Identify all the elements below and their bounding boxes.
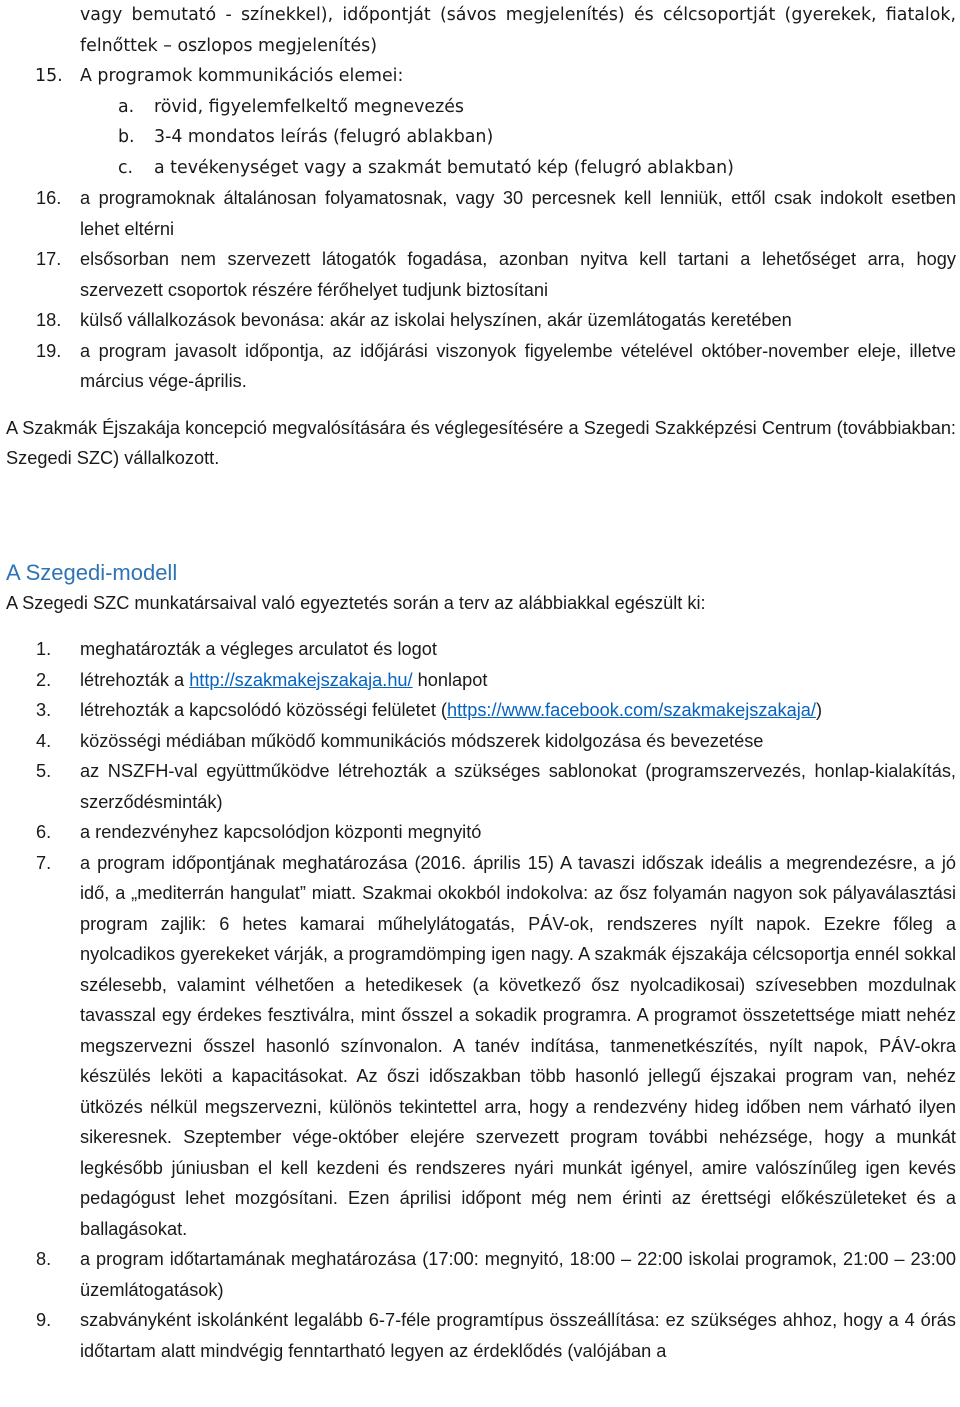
list-item-text-pre: létrehozták a kapcsolódó közösségi felületet (	[80, 700, 447, 720]
list-item-8	[6, 1244, 956, 1305]
list-number: 3.	[36, 700, 52, 720]
sub-item-text: a tevékenységet vagy a szakmát bemutató kép (felugró ablakban)	[154, 157, 734, 178]
sub-letter: b.	[118, 127, 135, 147]
list-number: 17.	[36, 249, 62, 269]
list-item-1	[6, 634, 956, 665]
list-item-text: meghatározták a végleges arculatot és logot	[80, 639, 437, 659]
section-intro: A Szegedi SZC munkatársaival való egyeztetés során a terv az alábbiakkal egészült ki:	[6, 592, 706, 613]
list-item-continuation	[6, 0, 956, 61]
list-item-2	[6, 665, 956, 696]
list-number: 1.	[36, 639, 52, 659]
list-number: 4.	[36, 730, 52, 751]
list-item-text: a program időtartamának meghatározása (17:00: megnyitó, 18:00 – 22:00 iskolai programok, 21:00 – 23:00 üzemlátogatások)	[80, 1249, 956, 1300]
list-item-19	[6, 336, 956, 397]
list-item-text: külső vállalkozások bevonása: akár az iskolai helyszínen, akár üzemlátogatás keretében	[80, 310, 792, 330]
list-number: 7.	[36, 852, 52, 873]
list-item-6	[6, 817, 956, 848]
list-number: 2.	[36, 669, 52, 690]
list-item-3	[6, 695, 956, 726]
list-item-text: a rendezvényhez kapcsolódjon központi megnyitó	[80, 822, 482, 842]
sub-item-a	[6, 92, 956, 123]
top-list	[6, 0, 956, 183]
sub-item-text: 3-4 mondatos leírás (felugró ablakban)	[154, 127, 494, 147]
list-number: 9.	[36, 1310, 52, 1330]
sub-item-b	[6, 122, 956, 153]
top-list-continued	[6, 183, 956, 397]
website-link[interactable]: http://szakmakejszakaja.hu/	[189, 669, 413, 690]
list-number: 15.	[35, 66, 63, 86]
list-item-text-post: honlapot	[412, 669, 488, 690]
list-item-text: szabványként iskolánként legalább 6-7-féle programtípus összeállítása: ez szükséges ahhoz, hogy a 4 órás időtartam alatt mindvégig fenntartható legyen az érdeklődés (valójában a	[80, 1310, 956, 1361]
list-item-text: a programoknak általánosan folyamatosnak, vagy 30 percesnek kell lenniük, ettől csak indokolt esetben lehet eltérni	[80, 188, 956, 239]
list-item-text-post: )	[815, 700, 823, 720]
list-item-7	[6, 848, 956, 1245]
list-item-text: elsősorban nem szervezett látogatók fogadása, azonban nyitva kell tartani a lehetőséget arra, hogy szervezett csoportok részére férőhelyet tudjunk biztosítani	[80, 249, 956, 300]
document-page	[6, 0, 956, 1366]
list-number: 18.	[36, 310, 62, 330]
list-number: 8.	[36, 1249, 52, 1269]
sub-item-text: rövid, figyelemfelkeltő megnevezés	[154, 96, 464, 117]
facebook-link[interactable]: https://www.facebook.com/szakmakejszakaja/	[447, 700, 816, 720]
szeged-model-list	[6, 634, 956, 1366]
list-item-text: a program javasolt időpontja, az időjárási viszonyok figyelembe vételével október-november eleje, illetve március vége-április.	[80, 340, 956, 391]
list-item-text: a program időpontjának meghatározása (2016. április 15) A tavaszi időszak ideális a megrendezésre, a jó idő, a „mediterrán hangulat” miatt. Szakmai okokból indokolva: az ősz folyamán nagyon sok pályaválasztási program zajlik: 6 hetes kamarai műhelylátogatás, PÁV-ok, rendszeres nyílt napok. Ezekre főleg a nyolcadikos gyerekeket várják, a programdömping igen nagy. A szakmák éjszakája célcsoportja ennél sokkal szélesebb, valamint vélhetően a hetedikesek (a következő ősz nyolcadikosai) szívesebben mozdulnak tavasszal egy érdekes fesztiválra, mint ősszel a sokadik programra. A programot összetettsége miatt nehéz megszervezni ősszel hasonló színvonalon. A tanév indítása, tanmenetkészítés, nyílt napok, PÁV-okra készülés leköti a kapacitásokat. Az őszi időszakban több hasonló jellegű éjszakai program van, nehéz ütközés nélkül megszervezni, különös tekintettel arra, hogy a rendezvény hideg időben nem várható ilyen sikeresnek. Szeptember vége-október elejére szervezett program további nehézsége, hogy a munkát legkésőbb júniusban el kell kezdeni és rendszeres nyári munkát igényel, amire valószínűleg igen kevés pedagógust lehet mozgósítani. Ezen áprilisi időpont még nem érinti az érettségi előkészületeket és a ballagásokat.	[80, 852, 956, 1239]
list-item-9	[6, 1305, 956, 1366]
list-item-text-pre: létrehozták a	[80, 669, 190, 690]
paragraph-concept: A Szakmák Éjszakája koncepció megvalósítására és véglegesítésére a Szegedi Szakképzési Centrum (továbbiakban: Szegedi SZC) vállalkozott.	[6, 417, 956, 468]
sub-letter: a.	[118, 96, 135, 117]
list-item-4	[6, 726, 956, 757]
list-item-17	[6, 244, 956, 305]
sub-letter: c.	[118, 157, 134, 178]
list-item-18	[6, 305, 956, 336]
sub-item-c	[6, 153, 956, 184]
list-item-text: A programok kommunikációs elemei:	[80, 66, 404, 86]
list-number: 5.	[36, 761, 52, 781]
section-heading: A Szegedi-modell	[6, 559, 178, 585]
list-item-15	[6, 61, 956, 92]
list-item-text: közösségi médiában működő kommunikációs módszerek kidolgozása és bevezetése	[80, 730, 764, 751]
list-item-text: vagy bemutató - színekkel), időpontját (sávos megjelenítés) és célcsoportját (gyerekek, fiatalok, felnőttek – oszlopos megjelenítés)	[80, 5, 956, 56]
list-item-5	[6, 756, 956, 817]
list-number: 6.	[36, 822, 52, 842]
list-number: 19.	[36, 340, 62, 361]
list-item-16	[6, 183, 956, 244]
list-item-text: az NSZFH-val együttműködve létrehozták a szükséges sablonokat (programszervezés, honlap-kialakítás, szerződésminták)	[80, 761, 956, 812]
list-number: 16.	[36, 188, 62, 208]
